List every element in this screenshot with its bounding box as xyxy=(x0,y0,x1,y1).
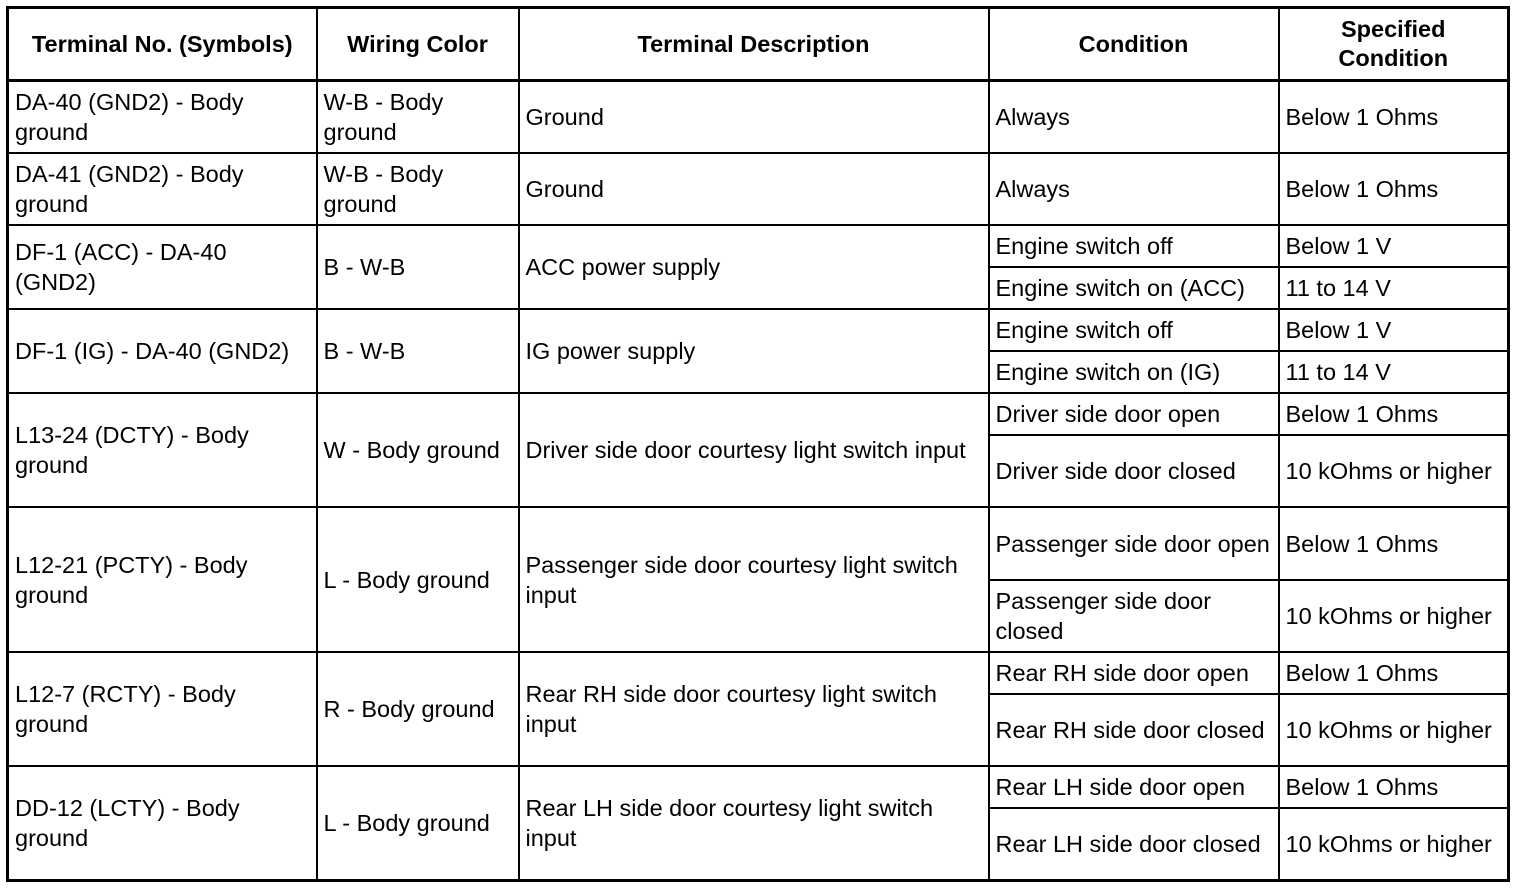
terminal-cell: L13-24 (DCTY) - Body ground xyxy=(8,393,317,507)
condition-cell: Always xyxy=(989,81,1279,153)
specified-condition-cell: 10 kOhms or higher xyxy=(1279,694,1509,766)
terminal-cell: L12-7 (RCTY) - Body ground xyxy=(8,652,317,766)
description-cell: Ground xyxy=(519,153,989,225)
terminal-cell: DF-1 (ACC) - DA-40 (GND2) xyxy=(8,225,317,309)
wiring-color-cell: W-B - Body ground xyxy=(317,153,519,225)
table-row xyxy=(8,393,1509,435)
header-specified-condition: Specified Condition xyxy=(1279,8,1509,81)
description-cell: ACC power supply xyxy=(519,225,989,309)
table-row xyxy=(8,507,1509,579)
terminal-cell: DD-12 (LCTY) - Body ground xyxy=(8,766,317,880)
specified-condition-cell: Below 1 Ohms xyxy=(1279,766,1509,808)
condition-cell: Engine switch on (ACC) xyxy=(989,267,1279,309)
table-body xyxy=(8,81,1509,881)
condition-cell: Driver side door closed xyxy=(989,435,1279,507)
description-cell: Passenger side door courtesy light switch input xyxy=(519,507,989,651)
condition-cell: Rear RH side door open xyxy=(989,652,1279,694)
condition-cell: Driver side door open xyxy=(989,393,1279,435)
specified-condition-cell: Below 1 Ohms xyxy=(1279,507,1509,579)
header-wiring-color: Wiring Color xyxy=(317,8,519,81)
table-row xyxy=(8,81,1509,153)
specified-condition-cell: Below 1 V xyxy=(1279,225,1509,267)
specified-condition-cell: Below 1 Ohms xyxy=(1279,153,1509,225)
wiring-color-cell: B - W-B xyxy=(317,309,519,393)
condition-cell: Passenger side door open xyxy=(989,507,1279,579)
description-cell: Ground xyxy=(519,81,989,153)
terminal-cell: L12-21 (PCTY) - Body ground xyxy=(8,507,317,651)
specified-condition-cell: 11 to 14 V xyxy=(1279,267,1509,309)
specified-condition-cell: Below 1 Ohms xyxy=(1279,393,1509,435)
description-cell: Rear LH side door courtesy light switch input xyxy=(519,766,989,880)
wiring-color-cell: R - Body ground xyxy=(317,652,519,766)
wiring-color-cell: L - Body ground xyxy=(317,507,519,651)
specified-condition-cell: Below 1 Ohms xyxy=(1279,652,1509,694)
description-cell: IG power supply xyxy=(519,309,989,393)
header-description: Terminal Description xyxy=(519,8,989,81)
terminal-spec-table xyxy=(6,6,1510,882)
specified-condition-cell: 11 to 14 V xyxy=(1279,351,1509,393)
condition-cell: Passenger side door closed xyxy=(989,580,1279,652)
table-row xyxy=(8,225,1509,267)
wiring-color-cell: W-B - Body ground xyxy=(317,81,519,153)
table-row xyxy=(8,153,1509,225)
condition-cell: Rear LH side door closed xyxy=(989,808,1279,880)
header-row xyxy=(8,8,1509,81)
condition-cell: Engine switch on (IG) xyxy=(989,351,1279,393)
specified-condition-cell: Below 1 Ohms xyxy=(1279,81,1509,153)
terminal-cell: DA-40 (GND2) - Body ground xyxy=(8,81,317,153)
table-row xyxy=(8,309,1509,351)
specified-condition-cell: 10 kOhms or higher xyxy=(1279,580,1509,652)
description-cell: Rear RH side door courtesy light switch input xyxy=(519,652,989,766)
header-condition: Condition xyxy=(989,8,1279,81)
condition-cell: Rear LH side door open xyxy=(989,766,1279,808)
specified-condition-cell: 10 kOhms or higher xyxy=(1279,435,1509,507)
specified-condition-cell: 10 kOhms or higher xyxy=(1279,808,1509,880)
condition-cell: Always xyxy=(989,153,1279,225)
wiring-color-cell: L - Body ground xyxy=(317,766,519,880)
header-terminal: Terminal No. (Symbols) xyxy=(8,8,317,81)
table-row xyxy=(8,766,1509,808)
terminal-cell: DA-41 (GND2) - Body ground xyxy=(8,153,317,225)
condition-cell: Rear RH side door closed xyxy=(989,694,1279,766)
description-cell: Driver side door courtesy light switch input xyxy=(519,393,989,507)
terminal-cell: DF-1 (IG) - DA-40 (GND2) xyxy=(8,309,317,393)
wiring-color-cell: W - Body ground xyxy=(317,393,519,507)
specified-condition-cell: Below 1 V xyxy=(1279,309,1509,351)
condition-cell: Engine switch off xyxy=(989,225,1279,267)
wiring-color-cell: B - W-B xyxy=(317,225,519,309)
table-row xyxy=(8,652,1509,694)
condition-cell: Engine switch off xyxy=(989,309,1279,351)
